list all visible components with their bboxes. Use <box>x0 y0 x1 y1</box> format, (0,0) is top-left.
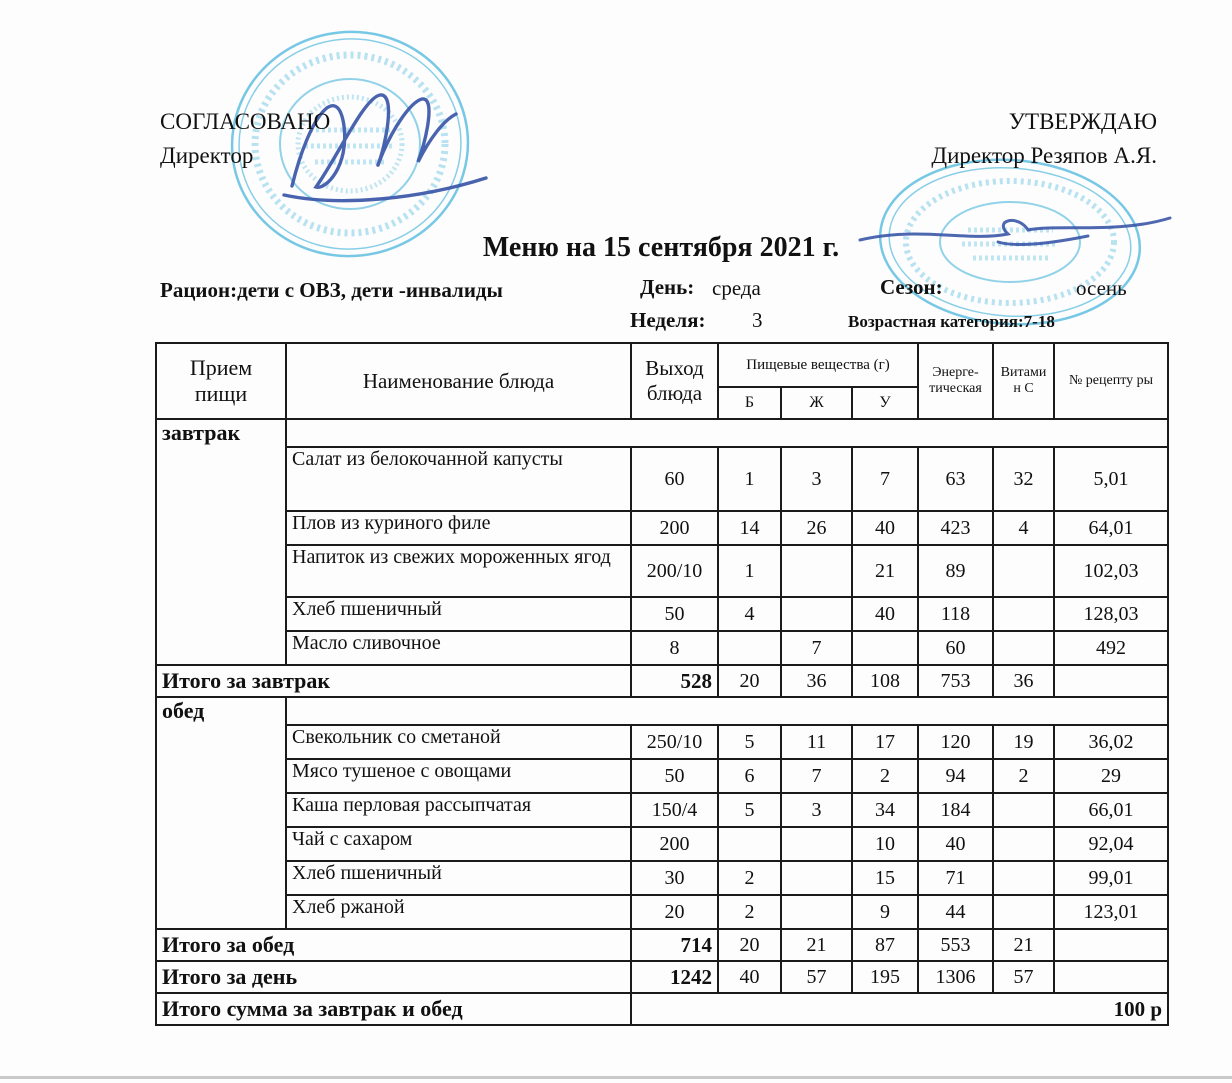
value-cell: 64,01 <box>1054 511 1168 545</box>
value-cell: 14 <box>718 511 781 545</box>
meal-section-row <box>156 697 1168 725</box>
dish-name-cell: Плов из куриного филе <box>286 511 631 545</box>
value-cell: 753 <box>918 665 993 697</box>
value-cell <box>993 827 1054 861</box>
value-cell: 1 <box>718 545 781 597</box>
total-label-cell: Итого за завтрак <box>156 665 631 697</box>
dish-row <box>156 827 1168 861</box>
header-output: Выход блюда <box>631 343 718 419</box>
week-value: 3 <box>752 308 763 332</box>
value-cell: 20 <box>718 929 781 961</box>
value-cell: 36 <box>781 665 852 697</box>
value-cell: 200 <box>631 511 718 545</box>
empty-strip-cell <box>286 697 1168 725</box>
value-cell: 71 <box>918 861 993 895</box>
approval-right-block <box>931 105 1157 173</box>
value-cell: 7 <box>781 631 852 665</box>
value-cell: 10 <box>852 827 918 861</box>
value-cell: 250/10 <box>631 725 718 759</box>
season-value: осень <box>1076 276 1127 300</box>
empty-strip-cell <box>286 419 1168 447</box>
value-cell: 102,03 <box>1054 545 1168 597</box>
value-cell: 120 <box>918 725 993 759</box>
value-cell <box>781 545 852 597</box>
value-cell: 50 <box>631 759 718 793</box>
value-cell: 200 <box>631 827 718 861</box>
dish-row <box>156 895 1168 929</box>
dish-name-cell: Салат из белокочанной капусты <box>286 447 631 511</box>
value-cell: 36 <box>993 665 1054 697</box>
value-cell <box>781 597 852 631</box>
value-cell: 423 <box>918 511 993 545</box>
scan-edge-line <box>0 1076 1232 1079</box>
value-cell: 3 <box>781 447 852 511</box>
dish-name-cell: Масло сливочное <box>286 631 631 665</box>
dish-name-cell: Хлеб ржаной <box>286 895 631 929</box>
dish-row <box>156 861 1168 895</box>
header-energy: Энерге-тическая <box>918 343 993 419</box>
value-cell <box>1054 961 1168 993</box>
value-cell: 2 <box>852 759 918 793</box>
value-cell: 5 <box>718 725 781 759</box>
value-cell: 29 <box>1054 759 1168 793</box>
value-cell: 19 <box>993 725 1054 759</box>
approval-left-block <box>160 105 330 173</box>
value-cell: 553 <box>918 929 993 961</box>
meal-total-row <box>156 665 1168 697</box>
day-label: День: <box>640 275 695 299</box>
dish-name-cell: Напиток из свежих мороженных ягод <box>286 545 631 597</box>
value-cell: 184 <box>918 793 993 827</box>
dish-row <box>156 447 1168 511</box>
value-cell: 118 <box>918 597 993 631</box>
meal-section-row <box>156 419 1168 447</box>
value-cell: 1306 <box>918 961 993 993</box>
value-cell: 195 <box>852 961 918 993</box>
value-cell <box>1054 929 1168 961</box>
value-cell: 4 <box>718 597 781 631</box>
value-cell <box>781 861 852 895</box>
day-total-row <box>156 961 1168 993</box>
dish-row <box>156 511 1168 545</box>
value-cell: 21 <box>993 929 1054 961</box>
meal-name-cell: обед <box>156 697 286 929</box>
dish-name-cell: Каша перловая рассыпчатая <box>286 793 631 827</box>
value-cell: 128,03 <box>1054 597 1168 631</box>
value-cell: 99,01 <box>1054 861 1168 895</box>
dish-row <box>156 545 1168 597</box>
value-cell: 57 <box>993 961 1054 993</box>
table-header-row-1 <box>156 343 1168 387</box>
season-label: Сезон: <box>880 275 943 299</box>
page-title: Меню на 15 сентября 2021 г. <box>482 232 840 263</box>
dish-row <box>156 759 1168 793</box>
value-cell: 20 <box>631 895 718 929</box>
sum-value-cell: 100 р <box>631 993 1168 1025</box>
value-cell: 1 <box>718 447 781 511</box>
total-label-cell: Итого за обед <box>156 929 631 961</box>
value-cell: 200/10 <box>631 545 718 597</box>
value-cell: 5,01 <box>1054 447 1168 511</box>
dish-name-cell: Чай с сахаром <box>286 827 631 861</box>
header-vitamin-c: Витами н С <box>993 343 1054 419</box>
value-cell: 87 <box>852 929 918 961</box>
value-cell: 492 <box>1054 631 1168 665</box>
value-cell: 17 <box>852 725 918 759</box>
value-cell: 2 <box>993 759 1054 793</box>
dish-name-cell: Свекольник со сметаной <box>286 725 631 759</box>
value-cell: 123,01 <box>1054 895 1168 929</box>
value-cell: 3 <box>781 793 852 827</box>
value-cell: 8 <box>631 631 718 665</box>
value-cell: 6 <box>718 759 781 793</box>
sum-label-cell: Итого сумма за завтрак и обед <box>156 993 631 1025</box>
dish-row <box>156 725 1168 759</box>
value-cell: 40 <box>852 597 918 631</box>
value-cell: 40 <box>918 827 993 861</box>
dish-row <box>156 631 1168 665</box>
value-cell: 94 <box>918 759 993 793</box>
value-cell: 4 <box>993 511 1054 545</box>
ration-text: Рацион:дети с ОВЗ, дети -инвалиды <box>160 278 503 302</box>
value-cell: 92,04 <box>1054 827 1168 861</box>
dish-row <box>156 793 1168 827</box>
total-label-cell: Итого за день <box>156 961 631 993</box>
value-cell <box>993 597 1054 631</box>
value-cell <box>781 827 852 861</box>
value-cell <box>718 827 781 861</box>
dish-row <box>156 597 1168 631</box>
sum-row <box>156 993 1168 1025</box>
header-protein: Б <box>718 387 781 419</box>
value-cell <box>993 861 1054 895</box>
header-fat: Ж <box>781 387 852 419</box>
value-cell <box>993 895 1054 929</box>
value-cell: 57 <box>781 961 852 993</box>
approved-director-label: Директор Резяпов А.Я. <box>931 143 1157 168</box>
value-cell: 32 <box>993 447 1054 511</box>
value-cell: 11 <box>781 725 852 759</box>
value-cell: 2 <box>718 861 781 895</box>
value-cell: 60 <box>918 631 993 665</box>
agreed-label: СОГЛАСОВАНО <box>160 109 331 134</box>
value-cell: 40 <box>718 961 781 993</box>
value-cell <box>718 631 781 665</box>
value-cell: 30 <box>631 861 718 895</box>
value-cell <box>781 895 852 929</box>
value-cell: 7 <box>781 759 852 793</box>
header-carbs: У <box>852 387 918 419</box>
menu-table <box>155 342 1169 1026</box>
value-cell <box>852 631 918 665</box>
value-cell: 108 <box>852 665 918 697</box>
value-cell <box>993 793 1054 827</box>
value-cell: 15 <box>852 861 918 895</box>
day-total-output-cell: 1242 <box>631 961 718 993</box>
header-dish: Наименование блюда <box>286 343 631 419</box>
approved-label: УТВЕРЖДАЮ <box>1008 109 1157 134</box>
value-cell: 50 <box>631 597 718 631</box>
value-cell: 21 <box>781 929 852 961</box>
value-cell: 5 <box>718 793 781 827</box>
value-cell: 36,02 <box>1054 725 1168 759</box>
value-cell: 20 <box>718 665 781 697</box>
value-cell <box>993 545 1054 597</box>
dish-name-cell: Мясо тушеное с овощами <box>286 759 631 793</box>
value-cell: 89 <box>918 545 993 597</box>
header-recipe-number: № рецепту ры <box>1054 343 1168 419</box>
value-cell: 7 <box>852 447 918 511</box>
agreed-director-label: Директор <box>160 143 254 168</box>
total-output-cell: 714 <box>631 929 718 961</box>
dish-name-cell: Хлеб пшеничный <box>286 597 631 631</box>
header-nutrients-group: Пищевые вещества (г) <box>718 343 918 387</box>
meal-total-row <box>156 929 1168 961</box>
value-cell: 21 <box>852 545 918 597</box>
value-cell: 60 <box>631 447 718 511</box>
value-cell: 26 <box>781 511 852 545</box>
value-cell: 63 <box>918 447 993 511</box>
value-cell: 34 <box>852 793 918 827</box>
header-meal: Прием пищи <box>156 343 286 419</box>
dish-name-cell: Хлеб пшеничный <box>286 861 631 895</box>
day-value: среда <box>712 276 761 300</box>
value-cell <box>993 631 1054 665</box>
value-cell: 2 <box>718 895 781 929</box>
meal-name-cell: завтрак <box>156 419 286 665</box>
value-cell: 40 <box>852 511 918 545</box>
value-cell: 150/4 <box>631 793 718 827</box>
total-output-cell: 528 <box>631 665 718 697</box>
value-cell <box>1054 665 1168 697</box>
week-label: Неделя: <box>630 308 706 332</box>
value-cell: 66,01 <box>1054 793 1168 827</box>
value-cell: 9 <box>852 895 918 929</box>
value-cell: 44 <box>918 895 993 929</box>
age-category: Возрастная категория:7-18 <box>848 312 1055 331</box>
